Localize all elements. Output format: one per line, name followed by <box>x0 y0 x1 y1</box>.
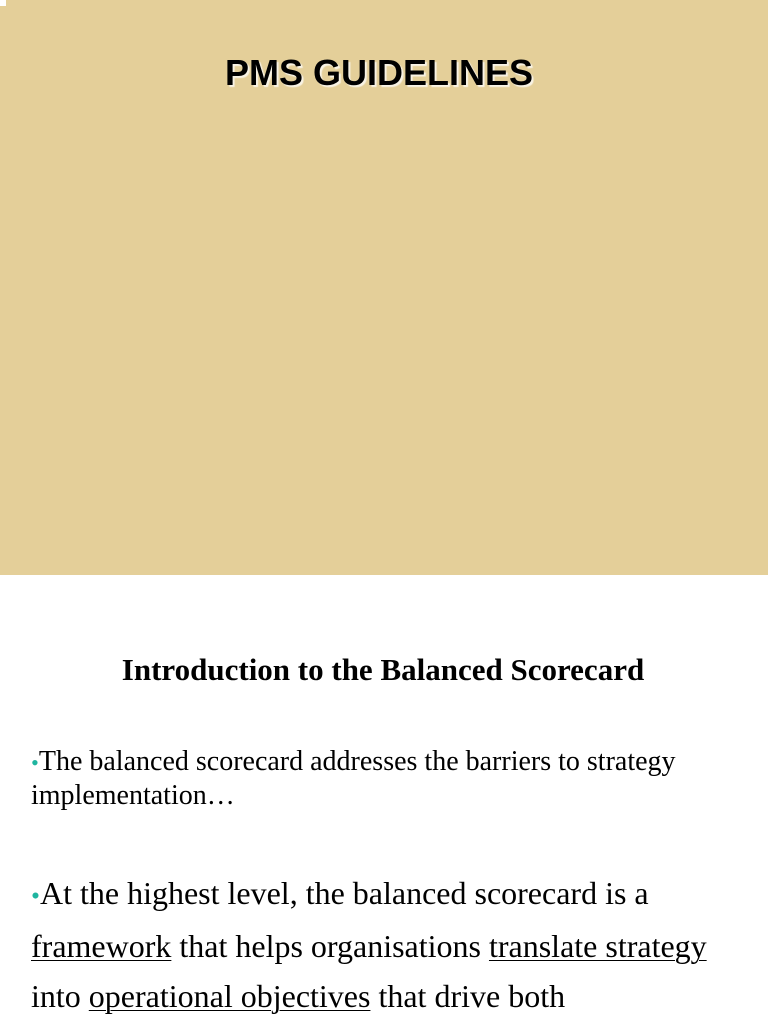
underlined-term-translate-strategy: translate strategy <box>488 928 707 964</box>
paragraph-text-part: At the highest level, the balanced scorecard is a <box>39 875 649 911</box>
paragraph-text-part: that helps organisations <box>171 928 489 964</box>
corner-mark <box>0 0 6 6</box>
bullet-icon: • <box>31 881 40 910</box>
page-title: PMS GUIDELINES <box>224 52 534 93</box>
underlined-term-framework: framework <box>31 928 172 964</box>
paragraph-text-part: into <box>31 978 89 1014</box>
bullet-icon: • <box>31 750 39 775</box>
paragraph-framework <box>31 868 743 1021</box>
paragraph-barriers <box>31 745 736 812</box>
underlined-term-operational-objectives: operational objectives <box>88 978 371 1014</box>
paragraph-text: The balanced scorecard addresses the barriers to strategy implementation… <box>31 746 676 811</box>
section-heading: Introduction to the Balanced Scorecard <box>121 652 645 687</box>
paragraph-text-part: that drive both <box>370 978 566 1014</box>
